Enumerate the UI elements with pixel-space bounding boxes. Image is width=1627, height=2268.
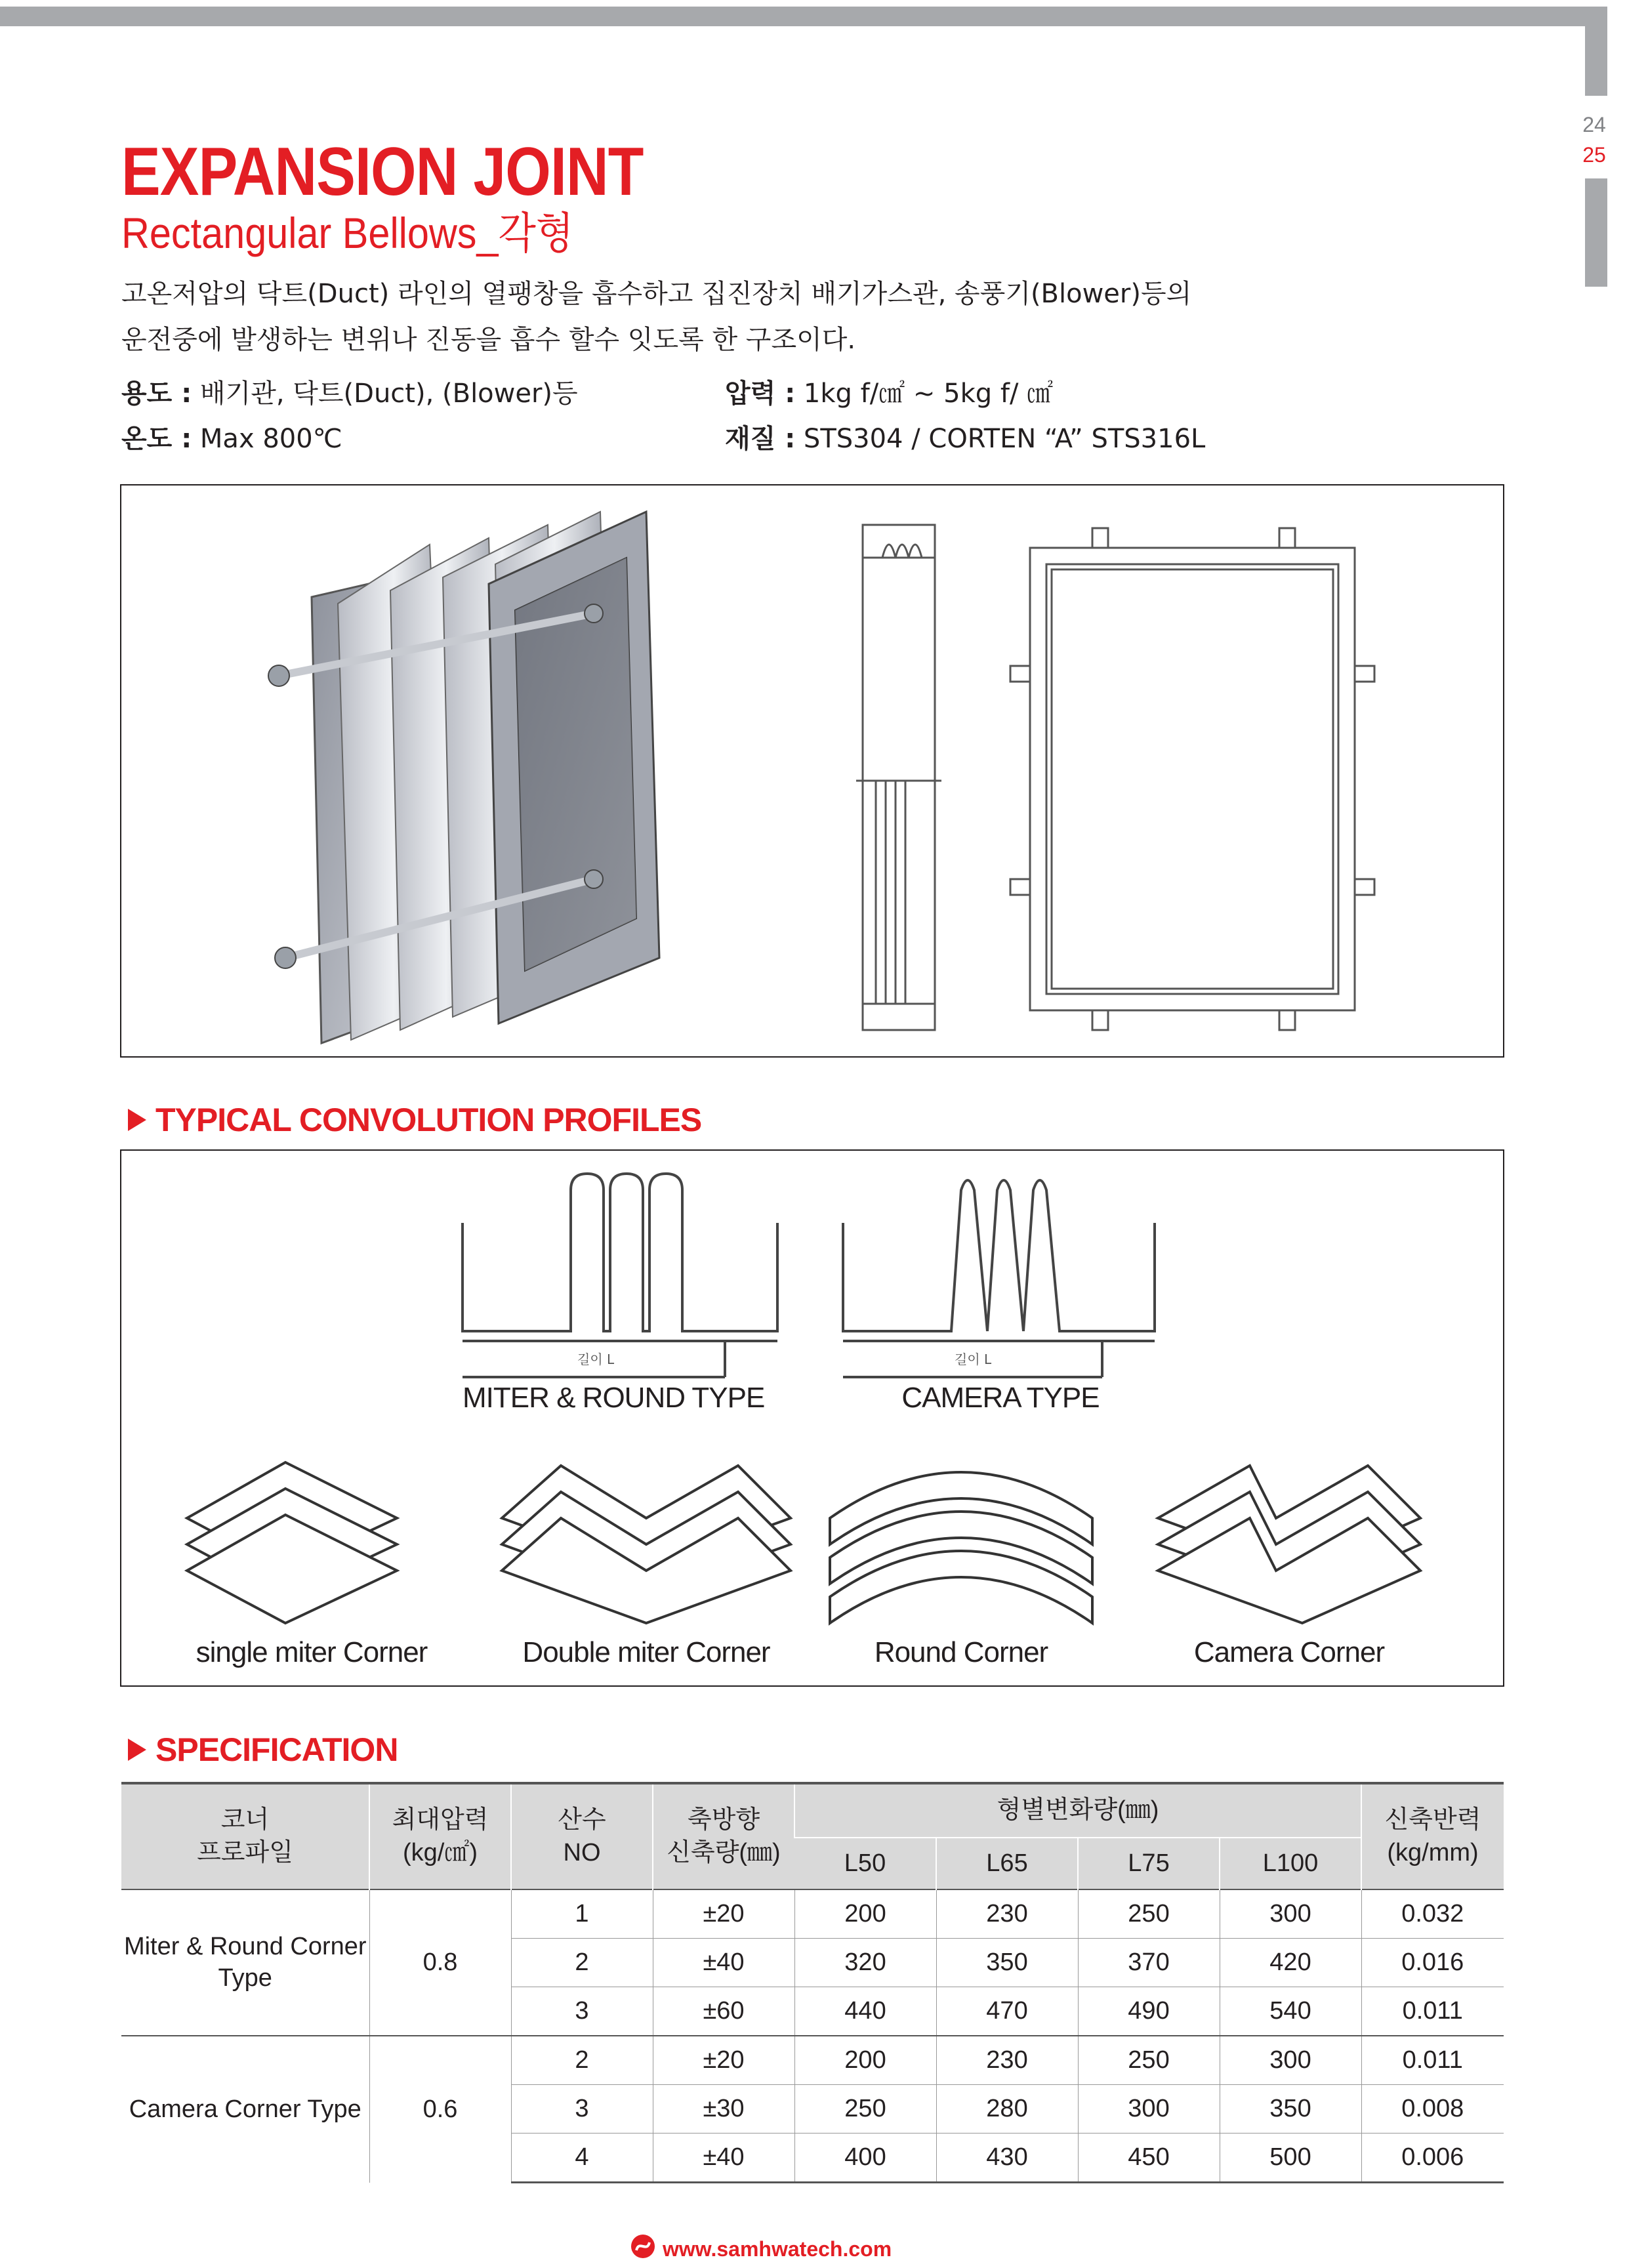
header-l50: L50	[794, 1838, 936, 1889]
cell-l100: 300	[1220, 2036, 1361, 2085]
description-line-2: 운전중에 발생하는 변위나 진동을 흡수 할수 잇도록 한 구조이다.	[121, 325, 856, 355]
page-title: EXPANSION JOINT	[121, 134, 644, 210]
length-label-left: 길이 L	[577, 1351, 615, 1367]
cell-l50: 250	[794, 2085, 936, 2134]
spec-material-label: 재질 :	[725, 424, 796, 454]
spec-use-value: 배기관, 닥트(Duct), (Blower)등	[199, 379, 578, 409]
cell-stiffness: 0.016	[1361, 1939, 1504, 1987]
spec-pressure-label: 압력 :	[725, 379, 796, 409]
type-label-miter-round: MITER & ROUND TYPE	[463, 1382, 765, 1414]
cell-l65: 280	[936, 2085, 1078, 2134]
cell-stiffness: 0.008	[1361, 2085, 1504, 2134]
convolution-profile-drawings	[121, 1151, 1503, 1685]
technical-drawing	[121, 485, 1503, 1056]
company-logo-icon	[630, 2233, 656, 2259]
profiles-heading-text: TYPICAL CONVOLUTION PROFILES	[155, 1102, 702, 1138]
cell-no: 2	[511, 1939, 653, 1987]
spec-temperature	[121, 418, 342, 455]
cell-l100: 300	[1220, 1889, 1361, 1939]
specification-table	[121, 1782, 1504, 2183]
cell-l75: 250	[1078, 2036, 1220, 2085]
cell-l50: 440	[794, 1987, 936, 2036]
corner-label-single-miter: single miter Corner	[196, 1636, 428, 1668]
cell-pressure: 0.6	[369, 2036, 511, 2183]
cell-profile: Camera Corner Type	[121, 2036, 369, 2183]
cell-l50: 200	[794, 2036, 936, 2085]
cell-no: 3	[511, 2085, 653, 2134]
footer-url[interactable]: www.samhwatech.com	[663, 2237, 892, 2261]
type-label-camera: CAMERA TYPE	[901, 1382, 1100, 1414]
cell-no: 4	[511, 2134, 653, 2183]
cell-no: 1	[511, 1889, 653, 1939]
triangle-bullet-icon	[128, 1739, 146, 1761]
cell-stiffness: 0.006	[1361, 2134, 1504, 2183]
cell-pressure: 0.8	[369, 1889, 511, 2036]
cell-axial: ±20	[653, 2036, 794, 2085]
cell-l65: 350	[936, 1939, 1078, 1987]
side-tab-upper	[1585, 7, 1607, 96]
spec-use-label: 용도 :	[121, 379, 192, 409]
cell-l65: 470	[936, 1987, 1078, 2036]
cell-l50: 320	[794, 1939, 936, 1987]
header-l65: L65	[936, 1838, 1078, 1889]
header-l100: L100	[1220, 1838, 1361, 1889]
spec-temperature-label: 온도 :	[121, 424, 192, 454]
cell-l100: 350	[1220, 2085, 1361, 2134]
cell-stiffness: 0.011	[1361, 2036, 1504, 2085]
spec-material-value: STS304 / CORTEN “A” STS316L	[803, 424, 1206, 454]
description-line-1: 고온저압의 닥트(Duct) 라인의 열팽창을 흡수하고 집진장치 배기가스관, 송풍기(Blower)등의	[121, 279, 1192, 309]
spec-material	[725, 418, 1205, 455]
cell-axial: ±20	[653, 1889, 794, 1939]
length-label-right: 길이 L	[955, 1351, 992, 1367]
top-bar	[0, 7, 1607, 26]
header-max-pressure: 최대압력 (kg/㎠)	[369, 1783, 511, 1889]
corner-label-double-miter: Double miter Corner	[522, 1636, 770, 1668]
triangle-bullet-icon	[128, 1109, 146, 1131]
cell-l75: 250	[1078, 1889, 1220, 1939]
spec-pressure	[725, 373, 1053, 410]
cell-l75: 450	[1078, 2134, 1220, 2183]
corner-label-round: Round Corner	[874, 1636, 1048, 1668]
cell-no: 3	[511, 1987, 653, 2036]
cell-axial: ±40	[653, 2134, 794, 2183]
corner-label-camera: Camera Corner	[1193, 1636, 1385, 1668]
section-heading-profiles	[128, 1101, 701, 1139]
profiles-box	[120, 1149, 1504, 1687]
header-stiffness: 신축반력 (kg/mm)	[1361, 1783, 1504, 1889]
cell-l65: 230	[936, 1889, 1078, 1939]
cell-l65: 430	[936, 2134, 1078, 2183]
side-tab-lower	[1585, 178, 1607, 287]
table-row	[121, 2036, 1504, 2085]
section-heading-specification	[128, 1731, 398, 1769]
header-num: 산수 NO	[511, 1783, 653, 1889]
spec-temperature-value: Max 800℃	[199, 424, 342, 454]
cell-stiffness: 0.032	[1361, 1889, 1504, 1939]
cell-l100: 540	[1220, 1987, 1361, 2036]
cell-no: 2	[511, 2036, 653, 2085]
cell-l75: 300	[1078, 2085, 1220, 2134]
page-number-prev: 24	[1582, 113, 1606, 136]
header-deformation: 형별변화량(㎜)	[794, 1783, 1361, 1838]
cell-stiffness: 0.011	[1361, 1987, 1504, 2036]
cell-l100: 420	[1220, 1939, 1361, 1987]
page-subtitle: Rectangular Bellows_각형	[121, 209, 574, 257]
header-corner-profile: 코너 프로파일	[121, 1783, 369, 1889]
cell-l75: 370	[1078, 1939, 1220, 1987]
cell-l75: 490	[1078, 1987, 1220, 2036]
cell-l50: 200	[794, 1889, 936, 1939]
specification-heading-text: SPECIFICATION	[155, 1731, 398, 1768]
spec-use	[121, 373, 578, 410]
cell-l65: 230	[936, 2036, 1078, 2085]
table-row	[121, 1889, 1504, 1939]
cell-axial: ±30	[653, 2085, 794, 2134]
cell-l100: 500	[1220, 2134, 1361, 2183]
cell-axial: ±40	[653, 1939, 794, 1987]
cell-l50: 400	[794, 2134, 936, 2183]
cell-axial: ±60	[653, 1987, 794, 2036]
spec-pressure-value: 1kg f/㎠ ~ 5kg f/ ㎠	[803, 379, 1054, 409]
header-axial: 축방향 신축량(㎜)	[653, 1783, 794, 1889]
product-image-box	[120, 484, 1504, 1058]
cell-profile: Miter & Round Corner Type	[121, 1889, 369, 2036]
header-l75: L75	[1078, 1838, 1220, 1889]
page-number-current: 25	[1582, 143, 1606, 167]
